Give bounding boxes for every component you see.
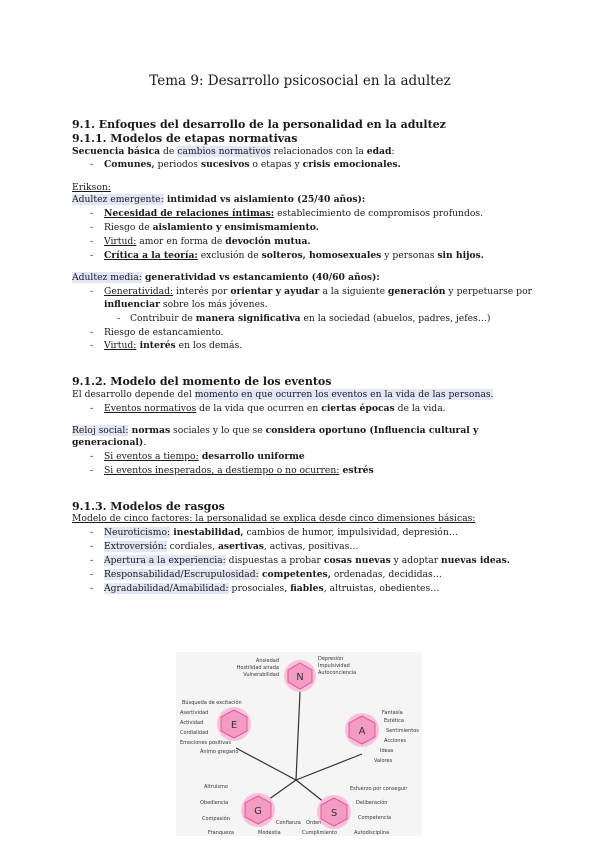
text: Riesgo de (104, 222, 153, 234)
list-item (72, 403, 532, 415)
erikson-label: Erikson: (72, 181, 111, 193)
text: asertivas (217, 541, 264, 553)
label: Cumplimiento (302, 830, 338, 836)
text: considera oportuno (Influencia cultural y generacional) (72, 425, 479, 449)
label: Búsqueda de excitación (182, 700, 242, 706)
list-item (72, 236, 532, 248)
list-item (72, 527, 532, 539)
label: Acciones (384, 738, 407, 744)
text: . (143, 437, 147, 449)
list-item (72, 555, 532, 567)
label: Modestia (258, 830, 281, 836)
text: de la vida que ocurren en (196, 402, 322, 414)
text: generación (387, 286, 446, 298)
bullet-list (72, 527, 532, 595)
highlight-text: Reloj social: (72, 425, 129, 436)
text: o etapas y (249, 159, 303, 171)
emergent-adulthood-line (72, 194, 532, 206)
label: Ideas (380, 748, 394, 754)
text: , activas, positivas… (263, 541, 359, 553)
text: fiables (290, 583, 324, 595)
label: Confianza (276, 820, 301, 826)
bullet-list (72, 327, 532, 353)
text: periodos (154, 159, 201, 171)
list-item (72, 286, 532, 311)
highlight-text: cambios normativos (177, 145, 271, 157)
paragraph-intro (72, 146, 532, 158)
highlight-text: momento en que ocurren los eventos en la vida de las personas. (194, 388, 494, 400)
label: Fantasía (382, 710, 403, 716)
label: Deliberación (356, 800, 388, 806)
label: Franqueza (208, 830, 234, 836)
label: Cordialidad (180, 730, 209, 736)
five-factor-figure (176, 652, 422, 836)
text: en los demás. (175, 340, 243, 352)
text: a la siguiente (319, 286, 388, 298)
text: sociales y lo que se (170, 425, 266, 436)
text: y adoptar (390, 555, 442, 567)
node-n (237, 655, 357, 692)
highlight-text: Adultez emergente: (72, 194, 164, 206)
text: Secuencia básica (72, 145, 161, 157)
text: sin hijos. (437, 249, 484, 261)
list-item (72, 451, 532, 463)
list-item (72, 541, 532, 553)
highlight-text: Responsabilidad/Escrupulosidad: (104, 569, 259, 581)
text: Si eventos a tiempo: (104, 451, 199, 463)
highlight-text: Extroversión: (104, 541, 167, 553)
list-item (72, 159, 532, 171)
list-item (72, 465, 532, 477)
label: Sentimientos (386, 728, 419, 734)
text: Eventos normativos (104, 402, 197, 414)
section-heading-9-1-2: 9.1.2. Modelo del momento de los eventos (72, 374, 332, 388)
text: , altruistas, obedientes… (323, 583, 440, 595)
text: edad (366, 145, 392, 157)
section-heading-9-1-3: 9.1.3. Modelos de rasgos (72, 499, 225, 513)
list-item (72, 313, 532, 325)
label: Compasión (202, 816, 230, 822)
text: influenciar (104, 298, 160, 310)
text: ordenadas, decididas… (330, 569, 442, 581)
text: orientar y ayudar (230, 286, 320, 298)
line-e (236, 748, 296, 780)
text: inestabilidad, (170, 527, 244, 539)
node-g-letter: G (254, 806, 262, 817)
bullet-list (72, 159, 532, 171)
text: Necesidad de relaciones íntimas: (104, 208, 275, 220)
text: dispuestas a probar (225, 555, 324, 567)
page-title: Tema 9: Desarrollo psicosocial en la adultez (149, 73, 451, 89)
text: Crítica a la teoría: (104, 249, 198, 261)
text: Si eventos inesperados, a destiempo o no ocurren: (104, 465, 340, 477)
text: ciertas épocas (321, 402, 395, 414)
label: Altruismo (204, 784, 228, 790)
text: intimidad vs aislamiento (25/40 años): (163, 194, 366, 206)
text: nuevas ideas. (441, 555, 510, 567)
text: Contribuir de (130, 312, 196, 324)
text: sucesivos (200, 159, 250, 171)
list-item (72, 250, 532, 262)
text: devoción mutua. (225, 236, 311, 248)
five-factor-diagram (176, 652, 422, 836)
label: Orden (306, 820, 322, 826)
label: Competencia (358, 815, 392, 821)
node-g (200, 784, 301, 836)
list-item: - Riesgo de estancamiento. (72, 327, 532, 339)
highlight-text: Apertura a la experiencia: (104, 555, 226, 567)
node-e-letter: E (230, 720, 238, 731)
text: Comunes, (104, 159, 155, 171)
bullet-list (72, 451, 532, 477)
list-item (72, 222, 532, 234)
label: Depresión (318, 656, 344, 662)
node-a-letter: A (358, 726, 366, 737)
text: interés por (173, 286, 231, 298)
label: Ansiedad (255, 658, 279, 664)
text: prosociales, (228, 583, 291, 595)
line-a (296, 754, 362, 780)
list-item (72, 208, 532, 220)
text: competentes, (258, 569, 331, 581)
text: estrés (339, 465, 374, 477)
text: Virtud: (104, 236, 137, 248)
highlight-text: Adultez media: (72, 272, 142, 284)
node-s (302, 786, 408, 836)
label: Hostilidad airada (236, 665, 279, 671)
text: relacionados con la (270, 145, 367, 157)
text: cambios de humor, impulsividad, depresión… (243, 527, 458, 539)
sub-bullet-list (72, 313, 532, 325)
label: Vulnerabilidad (243, 672, 279, 678)
text: exclusión de (197, 249, 262, 261)
list-item (72, 583, 532, 595)
label: Esfuerzo por conseguir (350, 786, 408, 792)
connector-lines (236, 692, 362, 810)
highlight-text: Agradabilidad/Amabilidad: (104, 583, 229, 595)
line-n (296, 692, 300, 780)
text: establecimiento de compromisos profundos. (274, 208, 483, 220)
label: Impulsividad (318, 663, 350, 669)
label: Autodisciplina (354, 830, 390, 836)
bullet-list (72, 208, 532, 262)
text: solteros, homosexuales (261, 249, 382, 261)
highlight-text: Neuroticismo: (104, 527, 171, 539)
social-clock-line (72, 425, 532, 450)
text: de la vida. (394, 402, 446, 414)
text: generatividad vs estancamiento (40/60 años): (141, 272, 380, 284)
section-heading-9-1: 9.1. Enfoques del desarrollo de la personalidad en la adultez (72, 118, 446, 131)
text: crisis emocionales. (302, 159, 401, 171)
label: Valores (374, 758, 393, 764)
five-factor-intro: Modelo de cinco factores: la personalidad se explica desde cinco dimensiones básicas: (72, 513, 476, 525)
paragraph-events (72, 389, 532, 401)
text: Virtud: (104, 340, 137, 352)
section-heading-9-1-1: 9.1.1. Modelos de etapas normativas (72, 131, 298, 145)
label: Actividad (180, 720, 204, 726)
text: normas (128, 425, 171, 436)
text: interés (136, 340, 176, 352)
document-body (72, 118, 532, 595)
text: aislamiento y ensimismamiento. (152, 222, 319, 234)
text: y personas (381, 249, 438, 261)
list-item (72, 340, 532, 352)
label: Emociones positivas (180, 740, 231, 746)
label: Estética (384, 718, 404, 724)
text: en la sociedad (abuelos, padres, jefes…) (300, 312, 491, 324)
text: de (160, 145, 178, 157)
bullet-list (72, 403, 532, 415)
label: Obediencia (200, 800, 229, 806)
label: Ánimo gregario (200, 749, 239, 755)
text: manera significativa (195, 312, 301, 324)
node-e (180, 699, 251, 755)
text: amor en forma de (136, 236, 226, 248)
text: y perpetuarse por (445, 286, 532, 298)
text: cordiales, (166, 541, 218, 553)
middle-adulthood-line (72, 272, 532, 284)
text: cosas nuevas (323, 555, 391, 567)
text: sobre los más jóvenes. (159, 298, 268, 310)
label: Asertividad (180, 710, 209, 716)
bullet-list (72, 286, 532, 311)
node-n-letter: N (296, 672, 304, 683)
text: El desarrollo depende del (72, 388, 195, 400)
text: desarrollo uniforme (198, 451, 305, 463)
text: Generatividad: (104, 286, 174, 298)
text: : (391, 145, 395, 157)
node-s-letter: S (330, 808, 338, 819)
list-item (72, 569, 532, 581)
label: Autoconciencia (318, 670, 357, 676)
